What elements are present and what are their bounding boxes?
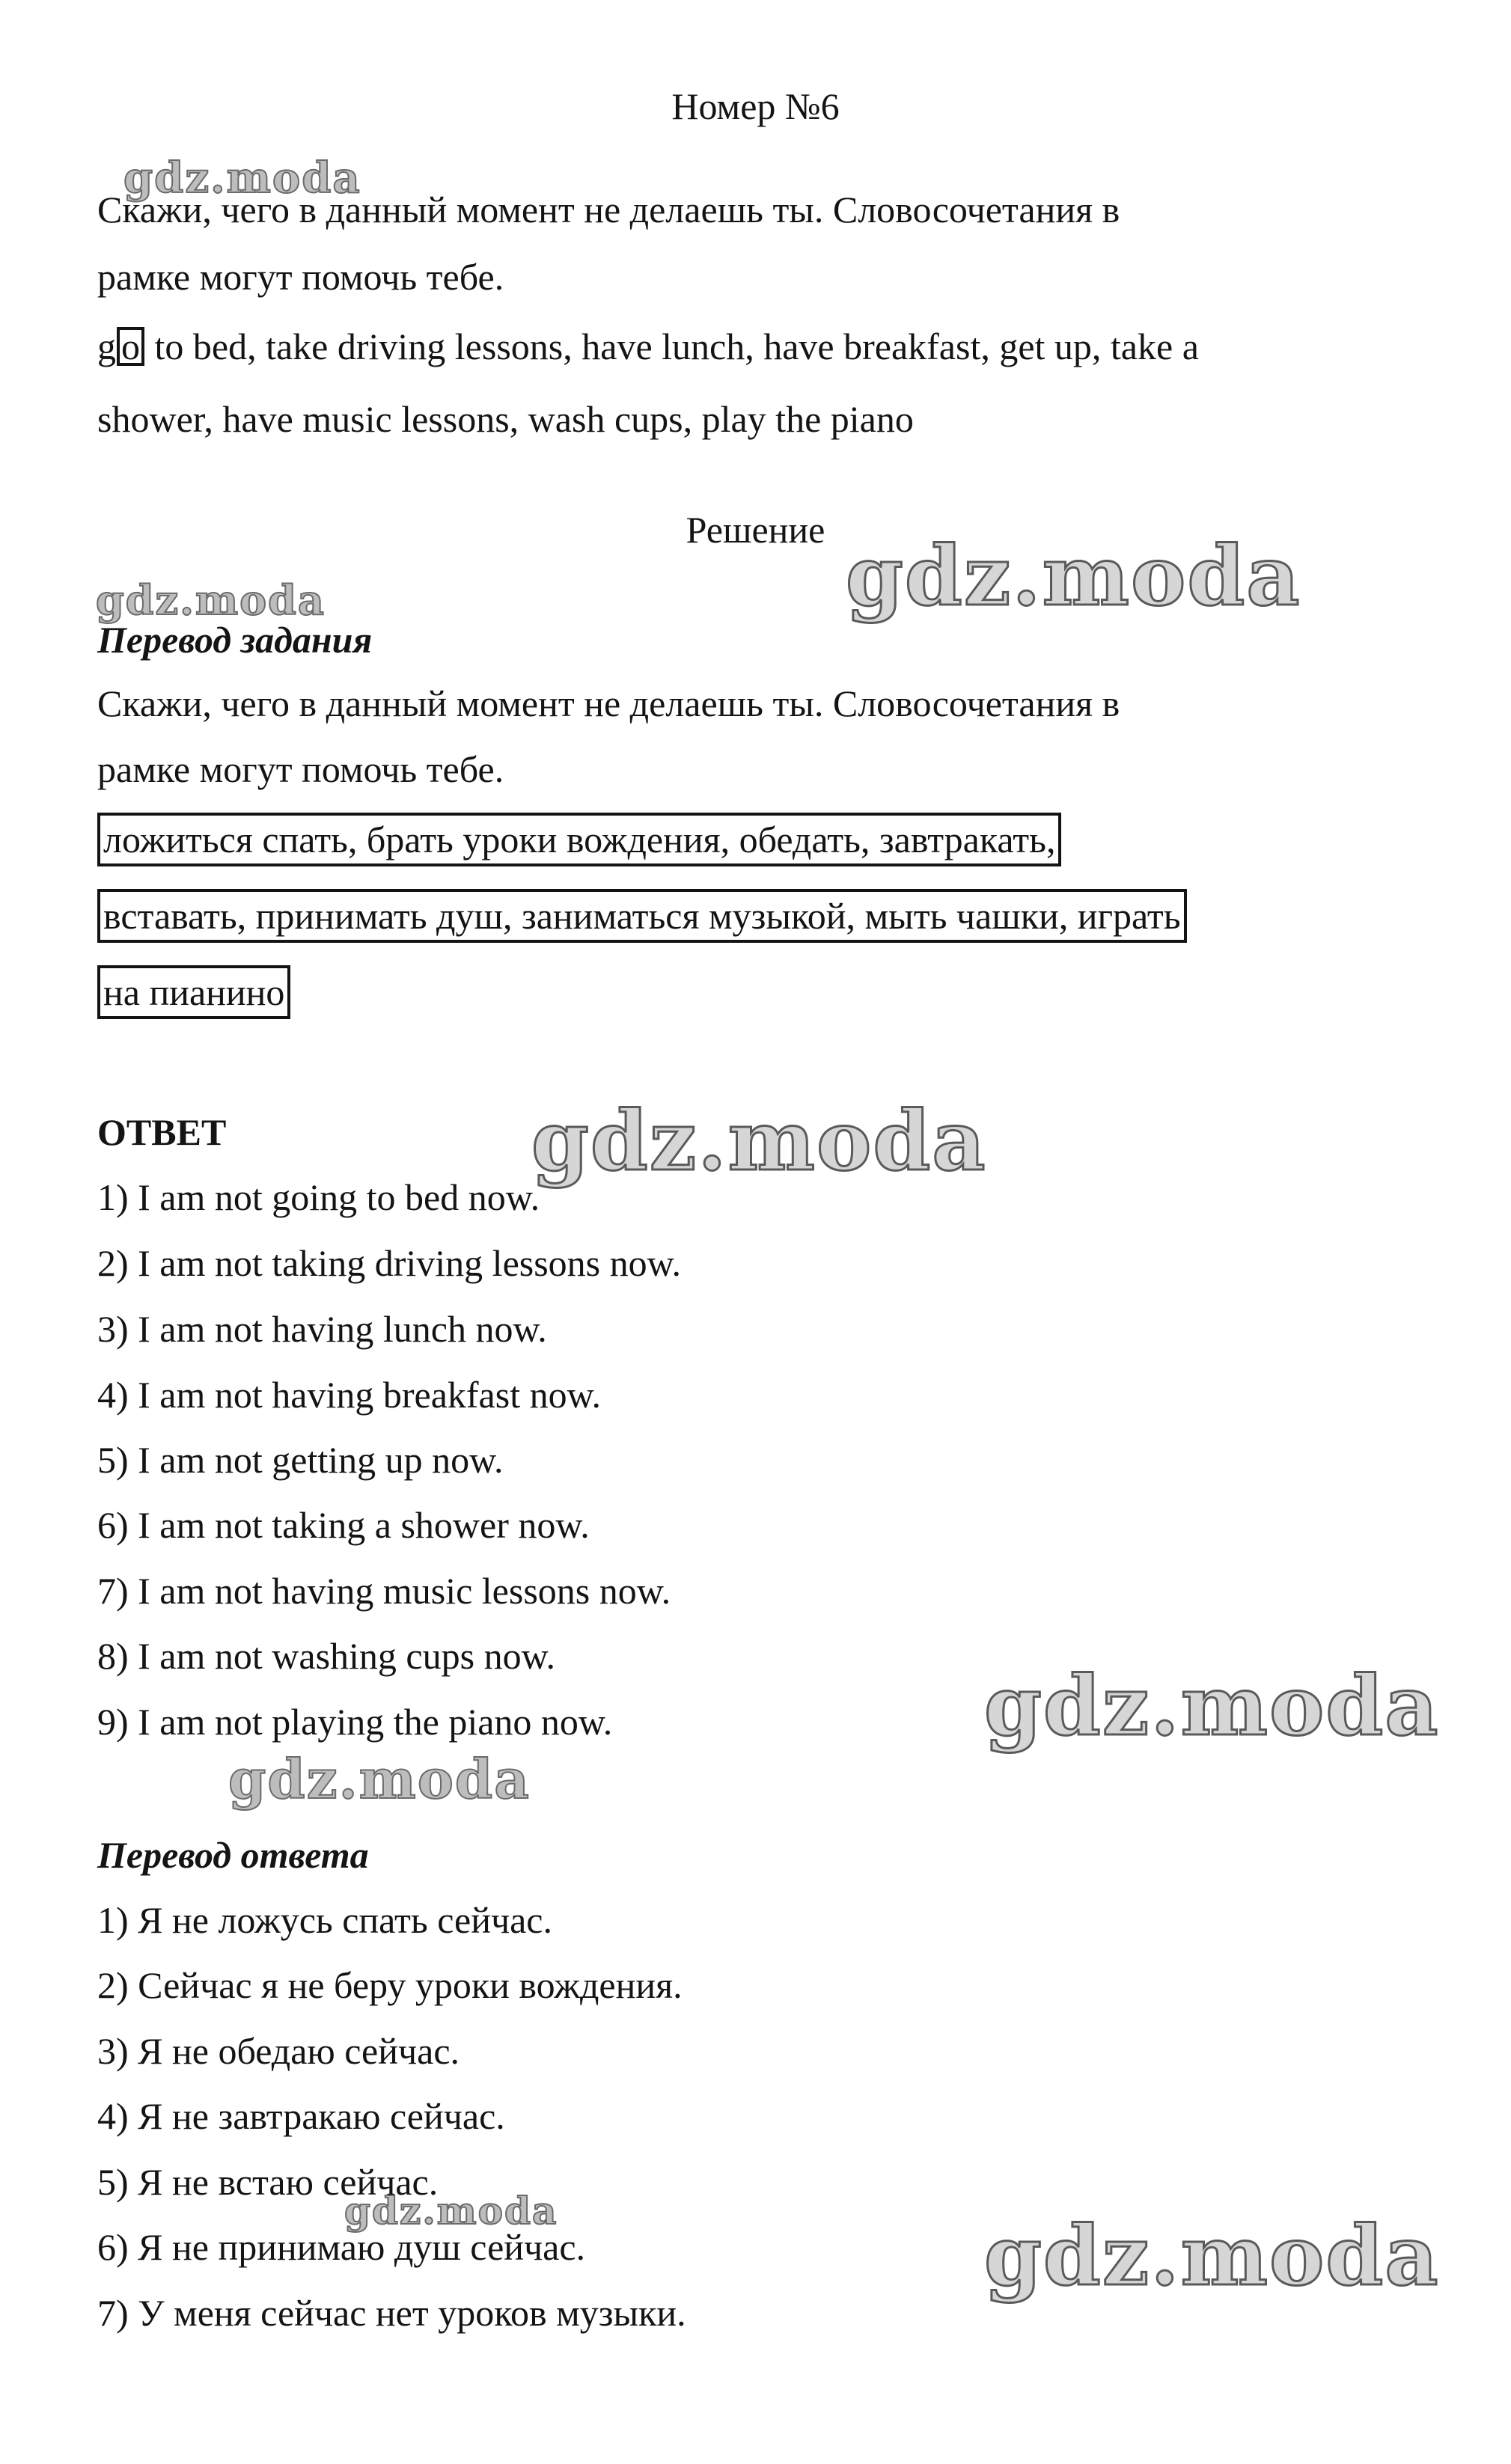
watermark-logo: gdz.moda (531, 1092, 987, 1189)
translation-box-line-1 (97, 813, 1061, 866)
answer-translation-item: 3) Я не обедаю сейчас. (97, 2030, 460, 2072)
watermark-logo: gdz.moda (984, 2207, 1440, 2304)
translation-box-line-3 (97, 965, 290, 1019)
answer-item: 6) I am not taking a shower now. (97, 1504, 590, 1546)
task-words-line-2: shower, have music lessons, wash cups, play the piano (97, 398, 914, 440)
watermark-logo: gdz.moda (123, 153, 361, 203)
answer-translation-item: 6) Я не принимаю душ сейчас. (97, 2226, 586, 2268)
page-title: Номер №6 (671, 85, 840, 127)
watermark-logo: gdz.moda (344, 2189, 558, 2233)
answer-item: 5) I am not getting up now. (97, 1439, 504, 1481)
translation-box-line-2 (97, 889, 1187, 943)
answer-item: 2) I am not taking driving lessons now. (97, 1242, 682, 1284)
translation-heading: Перевод задания (97, 619, 373, 661)
task-line-1: Скажи, чего в данный момент не делаешь ты. Словосочетания в (97, 189, 1120, 230)
words-prefix: g (97, 325, 116, 367)
answer-translation-item: 4) Я не завтракаю сейчас. (97, 2095, 505, 2137)
boxed-letter: o (117, 327, 144, 366)
words-rest: to bed, take driving lessons, have lunch, have breakfast, get up, take a (145, 325, 1199, 367)
translation-line-1: Скажи, чего в данный момент не делаешь ты. Словосочетания в (97, 682, 1120, 724)
translation-box-2: вставать, принимать душ, заниматься музыкой, мыть чашки, играть (97, 889, 1187, 943)
answer-item: 8) I am not washing cups now. (97, 1635, 555, 1677)
answer-item: 9) I am not playing the piano now. (97, 1701, 613, 1743)
translation-box-1: ложиться спать, брать уроки вождения, обедать, завтракать, (97, 813, 1061, 866)
translation-box-3: на пианино (97, 965, 290, 1019)
solution-label: Решение (686, 509, 825, 551)
answer-item: 1) I am not going to bed now. (97, 1176, 540, 1218)
task-words-line-1 (97, 324, 1199, 369)
answer-item: 7) I am not having music lessons now. (97, 1570, 671, 1612)
watermark-logo: gdz.moda (846, 528, 1301, 624)
answer-translation-item: 1) Я не ложусь спать сейчас. (97, 1899, 552, 1941)
task-line-2: рамке могут помочь тебе. (97, 256, 504, 298)
answer-translation-item: 7) У меня сейчас нет уроков музыки. (97, 2292, 686, 2334)
watermark-logo: gdz.moda (228, 1747, 531, 1811)
answer-item: 3) I am not having lunch now. (97, 1308, 547, 1350)
translation-line-2: рамке могут помочь тебе. (97, 748, 504, 790)
answer-translation-item: 5) Я не встаю сейчас. (97, 2161, 439, 2203)
watermark-logo: gdz.moda (984, 1657, 1440, 1754)
watermark-logo: gdz.moda (96, 576, 326, 624)
answer-item: 4) I am not having breakfast now. (97, 1374, 601, 1416)
answer-translation-item: 2) Сейчас я не беру уроки вождения. (97, 1964, 683, 2006)
answer-heading: ОТВЕТ (97, 1111, 227, 1153)
answer-translation-heading: Перевод ответа (97, 1834, 369, 1876)
